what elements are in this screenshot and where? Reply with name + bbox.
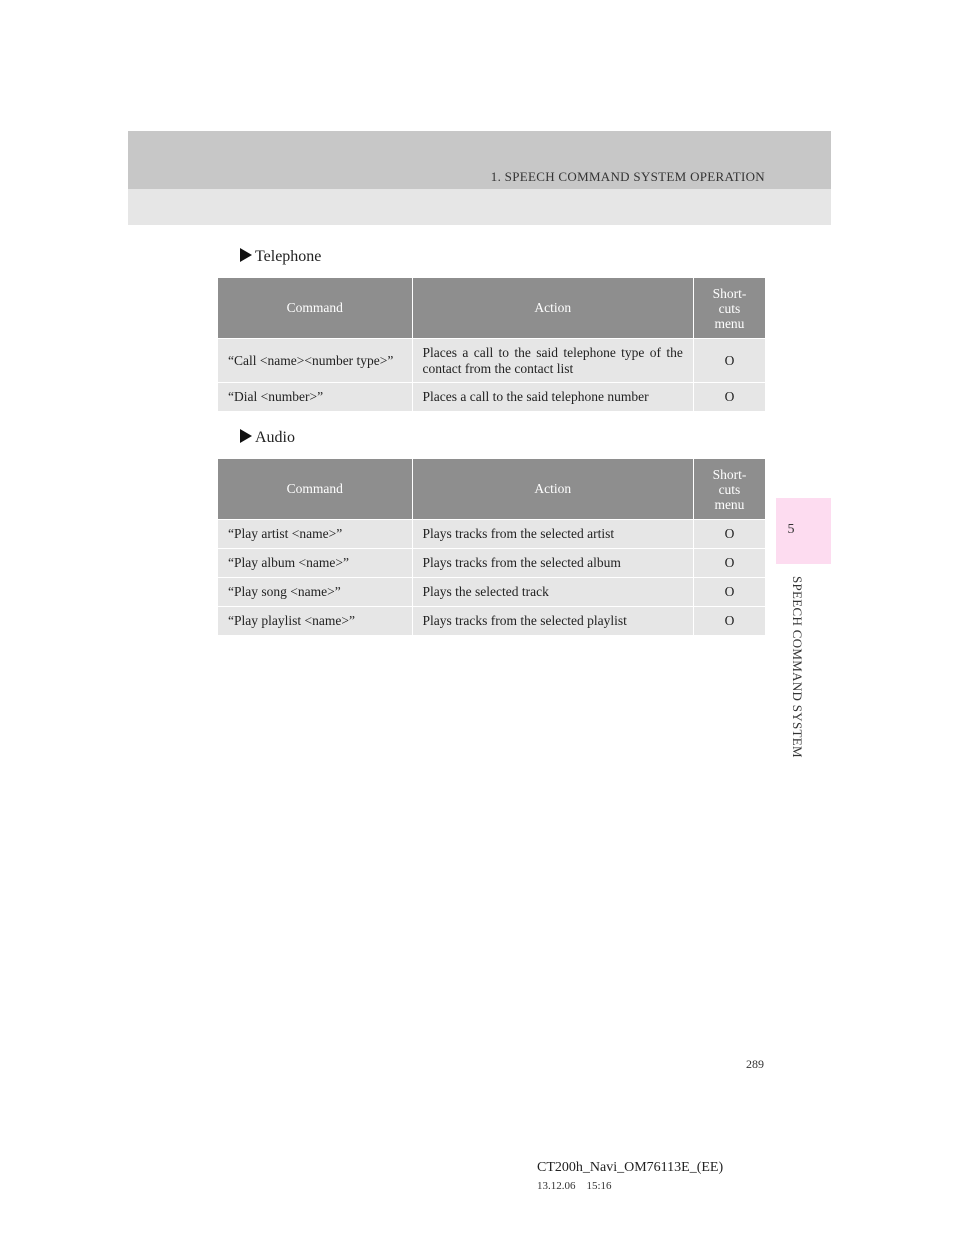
table-row [218, 549, 765, 578]
table-header-row [218, 459, 765, 520]
arrow-right-icon [240, 248, 252, 262]
table-row [218, 383, 765, 412]
action-cell: Places a call to the said telephone number [413, 383, 694, 412]
telephone-heading-text: Telephone [255, 248, 322, 265]
chapter-label: SPEECH COMMAND SYSTEM [790, 576, 805, 758]
table-row [218, 339, 765, 383]
column-header-action: Action [413, 459, 694, 520]
footer-doc-code: CT200h_Navi_OM76113E_(EE) [537, 1160, 724, 1175]
chapter-tab [776, 498, 831, 564]
shortcut-cell: O [694, 339, 765, 383]
action-cell: Plays the selected track [413, 578, 694, 607]
audio-heading-text: Audio [255, 429, 295, 446]
table-header-row [218, 278, 765, 339]
command-cell: “Call <name><number type>” [218, 339, 413, 383]
shortcut-cell: O [694, 607, 765, 636]
footer-timestamp: 13.12.06 15:16 [537, 1180, 612, 1192]
shortcut-cell: O [694, 549, 765, 578]
action-cell: Plays tracks from the selected playlist [413, 607, 694, 636]
header-sub-band [128, 189, 831, 225]
page-number: 289 [746, 1057, 764, 1071]
telephone-heading [240, 248, 321, 266]
page-header-title: 1. SPEECH COMMAND SYSTEM OPERATION [490, 169, 765, 184]
column-header-command: Command [218, 459, 413, 520]
table-row [218, 578, 765, 607]
shortcut-cell: O [694, 383, 765, 412]
chapter-number: 5 [787, 522, 795, 537]
column-header-shortcuts: Short- cuts menu [694, 278, 765, 339]
command-cell: “Play playlist <name>” [218, 607, 413, 636]
column-header-shortcuts: Short- cuts menu [694, 459, 765, 520]
table-row [218, 607, 765, 636]
telephone-table [218, 278, 765, 412]
column-header-action: Action [413, 278, 694, 339]
table-row [218, 520, 765, 549]
arrow-right-icon [240, 429, 252, 443]
command-cell: “Play album <name>” [218, 549, 413, 578]
column-header-command: Command [218, 278, 413, 339]
command-cell: “Play artist <name>” [218, 520, 413, 549]
shortcut-cell: O [694, 520, 765, 549]
action-cell: Plays tracks from the selected artist [413, 520, 694, 549]
header-band [128, 131, 831, 189]
audio-table [218, 459, 765, 636]
action-cell: Places a call to the said telephone type of the contact from the contact list [413, 339, 694, 383]
audio-heading [240, 429, 295, 447]
command-cell: “Dial <number>” [218, 383, 413, 412]
shortcut-cell: O [694, 578, 765, 607]
command-cell: “Play song <name>” [218, 578, 413, 607]
action-cell: Plays tracks from the selected album [413, 549, 694, 578]
